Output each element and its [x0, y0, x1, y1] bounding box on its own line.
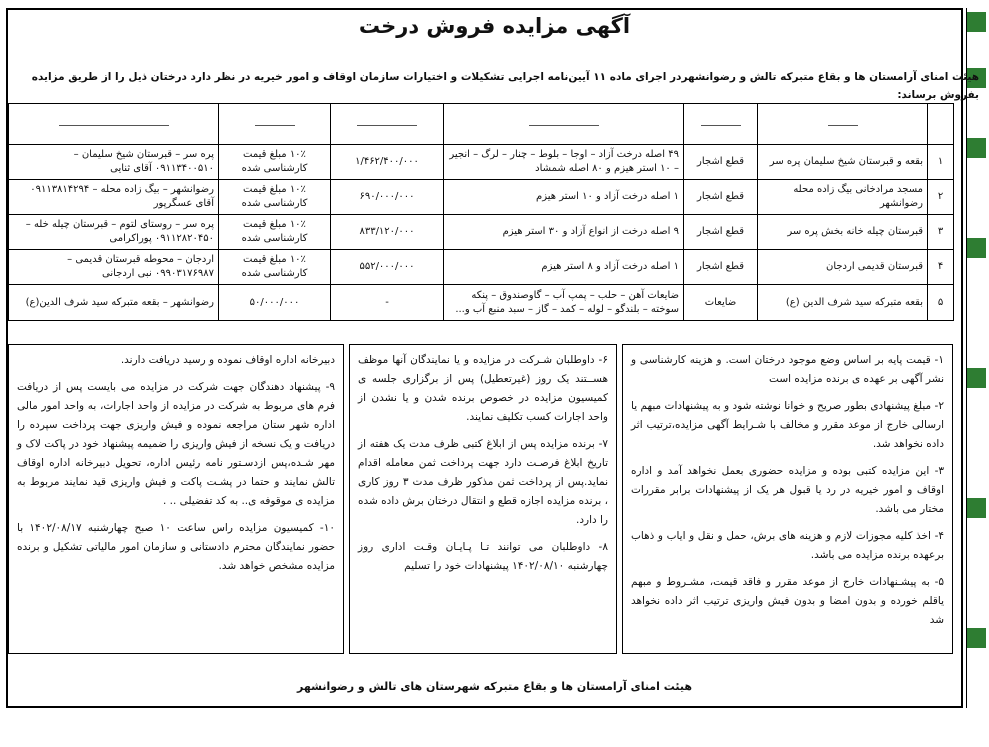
header-cell: [684, 104, 758, 145]
deposit-cell: ۱۰٪ مبلغ قیمت کارشناسی شده: [219, 250, 331, 285]
strip-mark: [967, 628, 986, 648]
deposit-cell: ۵۰/۰۰۰/۰۰۰: [219, 285, 331, 321]
place-cell: مسجد مرادخانی بیگ زاده محله رضوانشهر: [758, 180, 928, 215]
address-cell: اردجان – محوطه قبرستان قدیمی – ۰۹۹۰۳۱۷۶۹۸۷ نبی اردجانی: [9, 250, 219, 285]
place-cell: قبرستان چیله خانه بخش پره سر: [758, 215, 928, 250]
table-row: [9, 250, 954, 285]
condition-item: دبیرخانه اداره اوقاف نموده و رسید دریافت دارند.: [120, 354, 335, 366]
condition-item: ۵- به پیشـنهادات خارج از موعد مقرر و فاقد قیمت، مشـروط و مبهم یاقلم خورده و بدون امضا و بدون فیش واریزی ترتیب اثر داده نخواهد شد: [631, 576, 944, 626]
row-number: ۳: [928, 215, 954, 250]
address-cell: پره سر – روستای لتوم – قبرستان چیله خله – ۰۹۱۱۲۸۲۰۴۵۰ پوراکرامی: [9, 215, 219, 250]
condition-item: ۶- داوطلبان شـرکت در مزایده و یا نمایندگان آنها موظف هســتند یک روز (غیرتعطیل) پس از برگزاری جلسه ی کمیسیون مزایده در خصوص برنده شدن و یا نشدن از واحد اجارات کسب تکلیف نمایند.: [358, 354, 608, 423]
condition-item: ۷- برنده مزایده پس از ابلاغ کتبی ظرف مدت یک هفته از تاریخ ابلاغ فرصـت دارد جهت پرداخت ثمن معامله اقدام نماید.پس از پرداخت ثمن مذکور ظرف مدت ۳ روز کاری ، برنده مزایده اجازه قطع و انتقال درختان برش داده شده را دارد.: [358, 438, 609, 526]
condition-item: ۱۰- کمیسیون مزایده راس ساعت ۱۰ صبح چهارشنبه ۱۴۰۲/۰۸/۱۷ با حضور نمایندگان محترم دادستانی و سازمان امور مالیاتی تشکیل و برنده مزایده مشخص خواهد شد.: [17, 522, 335, 572]
place-cell: بقعه متبرکه سید شرف الدین (ع): [758, 285, 928, 321]
deposit-cell: ۱۰٪ مبلغ قیمت کارشناسی شده: [219, 145, 331, 180]
condition-item: ۲- مبلغ پیشنهادی بطور صریح و خوانا نوشته شود و به پیشنهادات مبهم یا ارسالی خارج از موعد مقرر و مخالف با شـرایط آگهی مزایده،ترتیب اثر داده نخواهد شد.: [631, 400, 944, 450]
header-cell: [758, 104, 928, 145]
deposit-cell: ۱۰٪ مبلغ قیمت کارشناسی شده: [219, 215, 331, 250]
table-row: [9, 285, 954, 321]
place-cell: قبرستان قدیمی اردجان: [758, 250, 928, 285]
condition-item: ۴- اخذ کلیه مجوزات لازم و هزینه های برش، حمل و نقل و ایاب و ذهاب برعهده برنده مزایده می باشد.: [631, 530, 944, 561]
table-row: [9, 215, 954, 250]
price-cell: ۸۳۳/۱۲۰/۰۰۰: [331, 215, 444, 250]
conditions-column-middle: [349, 344, 617, 654]
description-cell: ۱ اصله درخت آزاد و ۸ استر هیزم: [444, 250, 684, 285]
table-header-row: [9, 104, 954, 145]
items-table: [8, 103, 954, 321]
address-cell: رضوانشهر – بیگ زاده محله – ۰۹۱۱۳۸۱۴۲۹۴ آقای عسگرپور: [9, 180, 219, 215]
description-cell: ۱ اصله درخت آزاد و ۱۰ استر هیزم: [444, 180, 684, 215]
page-title: آگهی مزایده فروش درخت: [358, 14, 631, 38]
row-number: ۴: [928, 250, 954, 285]
row-number: ۲: [928, 180, 954, 215]
side-strip: [966, 8, 986, 708]
condition-item: ۳- این مزایده کتبی بوده و مزایده حضوری بعمل نخواهد آمد و اداره اوقاف و امور خیریه در رد یا قبول هر یک از پیشنهادات برابر مقررات مختار می باشد.: [631, 465, 944, 515]
table-row: [9, 145, 954, 180]
header-cell: [444, 104, 684, 145]
header-cell: [331, 104, 444, 145]
description-cell: ۹ اصله درخت از انواع آزاد و ۳۰ استر هیزم: [444, 215, 684, 250]
type-cell: قطع اشجار: [684, 215, 758, 250]
header-cell: [219, 104, 331, 145]
address-cell: پره سر – قبرستان شیخ سلیمان – ۰۹۱۱۳۴۰۰۵۱۰ آقای ثنایی: [9, 145, 219, 180]
condition-item: ۸- داوطلبان می توانند تـا پـایـان وقـت اداری روز چهارشنبه ۱۴۰۲/۰۸/۱۰ پیشنهادات خود را تسلیم: [358, 541, 608, 572]
strip-mark: [967, 498, 986, 518]
price-cell: ۱/۴۶۲/۴۰۰/۰۰۰: [331, 145, 444, 180]
footer-signature: هیئت امنای آرامستان ها و بقاع متبرکه شهرستان های تالش و رضوانشهر: [297, 680, 692, 693]
table-row: [9, 180, 954, 215]
address-cell: رضوانشهر – بقعه متبرکه سید شرف الدین(ع): [9, 285, 219, 321]
type-cell: قطع اشجار: [684, 180, 758, 215]
strip-mark: [967, 138, 986, 158]
type-cell: ضایعات: [684, 285, 758, 321]
conditions-column-left: [8, 344, 344, 654]
strip-mark: [967, 238, 986, 258]
description-cell: ۴۹ اصله درخت آزاد – اوجا – بلوط – چنار – لرگ – انجیر – ۱۰ استر هیزم و ۸۰ اصله شمشاد: [444, 145, 684, 180]
header-cell: [9, 104, 219, 145]
price-cell: -: [331, 285, 444, 321]
conditions-column-right: [622, 344, 953, 654]
price-cell: ۶۹۰/۰۰۰/۰۰۰: [331, 180, 444, 215]
description-cell: ضایعات آهن – حلب – پمپ آب – گاوصندوق – پنکه سوخته – بلندگو – لوله – کمد – گاز – سبد منبع آب و...: [444, 285, 684, 321]
type-cell: قطع اشجار: [684, 250, 758, 285]
row-number: ۱: [928, 145, 954, 180]
intro-text: هیئت امنای آرامستان ها و بقاع متبرکه تالش و رضوانشهردر اجرای ماده ۱۱ آیین‌نامه اجرایی تشکیلات و اختیارات سازمان اوقاف و امور خیریه در نظر دارد درختان ذیل را از طریق مزایده بفروش برساند:: [31, 71, 979, 101]
header-cell: [928, 104, 954, 145]
strip-mark: [967, 368, 986, 388]
row-number: ۵: [928, 285, 954, 321]
condition-item: ۹- پیشنهاد دهندگان جهت شرکت در مزایده می بایست پس از دریافت فرم های مربوط به شرکت در مزایده از واحد اجارات، به واحد امور مالی اداره شهر ستان مراجعه نموده و فیش واریزی جهت پرداخت سپرده را دریافت و یک نسخه از فیش واریزی را ضمیمه پیشنهاد خود در پاکت لاک و مهر شـده،پس ازدسـتور نامه رئیس اداره، تحویل دبیرخانه اداره اوقاف تالش نمایند و حتما در پشـت پاکت و فیش واریزی قید نمایند مربوط به مزایده ی موقوفه ی.. به کد تفضیلی .. .: [17, 381, 335, 507]
price-cell: ۵۵۲/۰۰۰/۰۰۰: [331, 250, 444, 285]
deposit-cell: ۱۰٪ مبلغ قیمت کارشناسی شده: [219, 180, 331, 215]
condition-item: ۱- قیمت پایه بر اساس وضع موجود درختان است. و هزینه کارشناسی و نشر آگهی بر عهده ی برنده مزایده است: [631, 354, 944, 385]
type-cell: قطع اشجار: [684, 145, 758, 180]
place-cell: بقعه و قبرستان شیخ سلیمان پره سر: [758, 145, 928, 180]
